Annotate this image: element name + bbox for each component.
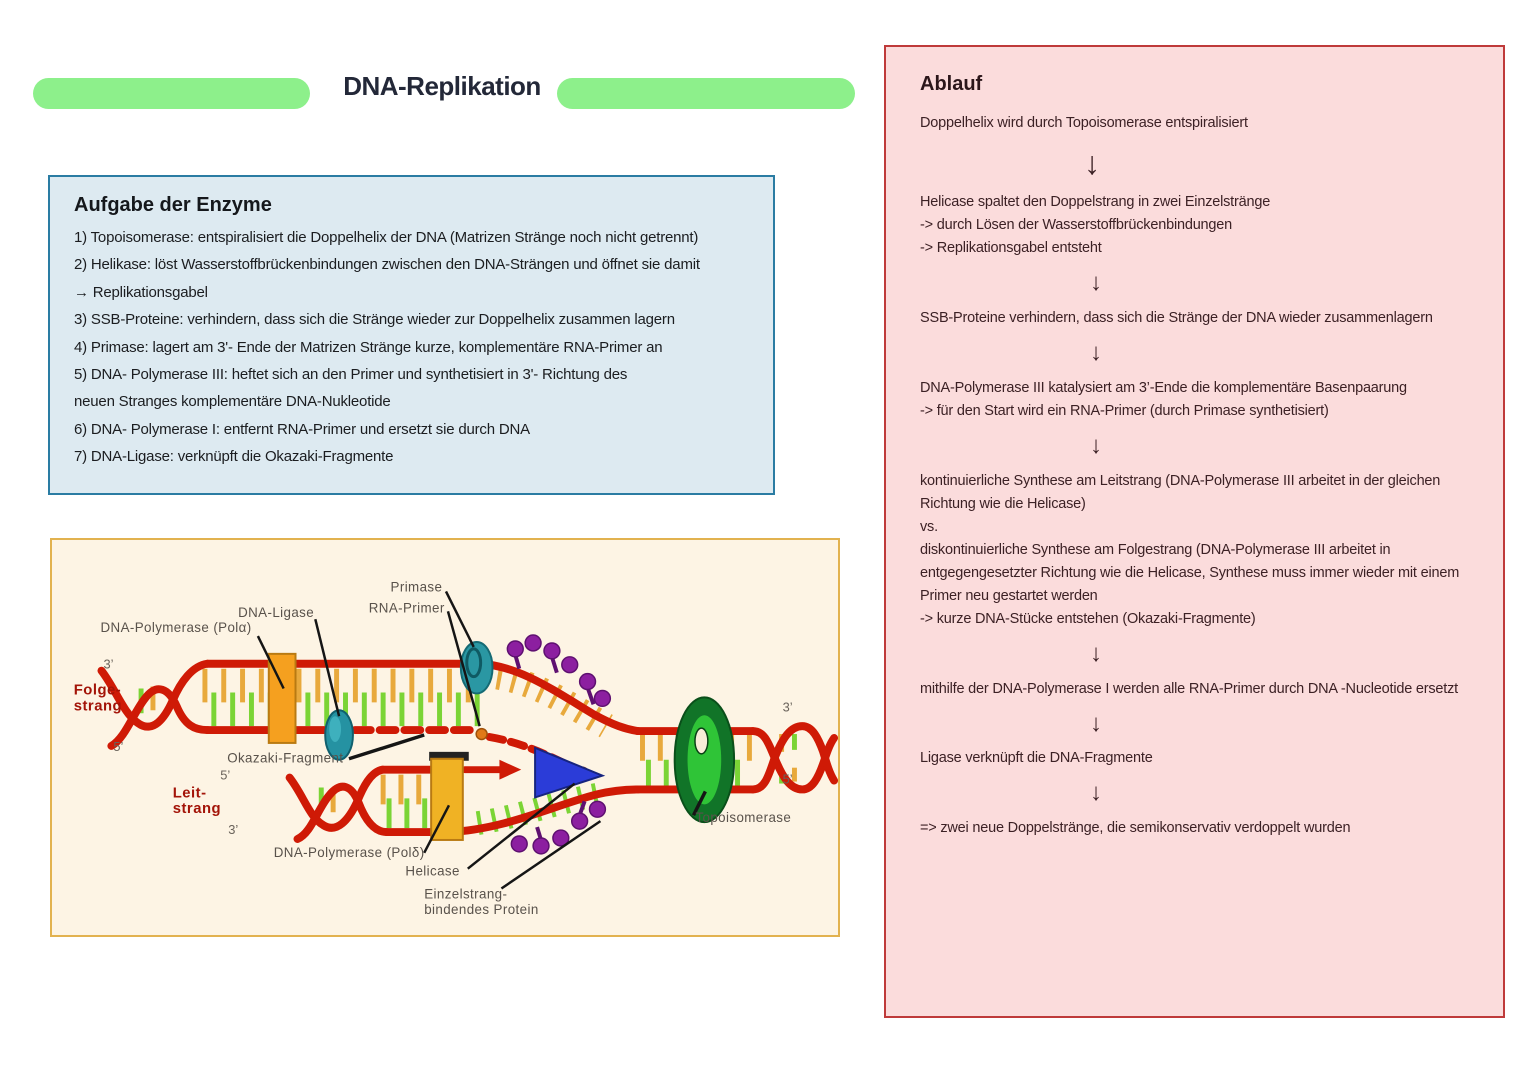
flow-step-5	[920, 470, 1469, 631]
flow-step-line: Helicase spaltet den Doppelstrang in zwei Einzelstränge	[920, 194, 1271, 211]
ablauf-panel	[884, 45, 1505, 1018]
label-3-prime-mid: 3’	[228, 822, 239, 838]
label-polymerase-alpha: DNA-Polymerase (Polα)	[100, 620, 252, 636]
label-5-prime-mid: 5’	[220, 767, 231, 783]
title-pill-right	[557, 78, 855, 109]
label-leitstrang: Leit-	[172, 785, 207, 802]
label-5-prime-left: 5’	[113, 738, 124, 754]
down-arrow-icon: ↓	[1090, 339, 1102, 367]
enzyme-line: 2) Helikase: löst Wasserstoffbrückenbindungen zwischen den DNA-Strängen und öffnet sie damit	[74, 256, 700, 274]
label-folgestrang: Folge-	[73, 682, 122, 699]
flow-step-line: DNA-Polymerase III katalysiert am 3’-Ende die komplementäre Basenpaarung	[920, 379, 1407, 396]
enzyme-line: 6) DNA- Polymerase I: entfernt RNA-Primer und ersetzt sie durch DNA	[74, 420, 530, 438]
label-okazaki: Okazaki-Fragment	[227, 750, 344, 766]
label-5-prime-right: 5’	[782, 771, 793, 787]
down-arrow-icon: ↓	[1090, 779, 1102, 807]
enzyme-tasks-box	[48, 175, 775, 495]
label-rna-primer: RNA-Primer	[368, 600, 445, 616]
enzyme-box-heading: Aufgabe der Enzyme	[74, 194, 272, 216]
flow-step-line: mithilfe der DNA-Polymerase I werden alle RNA-Primer durch DNA -Nucleotide ersetzt	[920, 680, 1459, 697]
label-3-prime-left: 3’	[103, 656, 114, 672]
enzyme-line: 3) SSB-Proteine: verhindern, dass sich die Stränge wieder zur Doppelhelix zusammen lagern	[74, 311, 675, 329]
topoisomerase-shape	[675, 697, 734, 822]
down-arrow-icon: ↓	[1090, 269, 1102, 297]
label-topoisomerase: Topoisomerase	[695, 810, 792, 826]
flow-step-1	[920, 112, 1469, 135]
enzyme-line: neuen Stranges komplementäre DNA-Nukleotide	[74, 393, 391, 411]
dna-ligase-highlight	[329, 716, 341, 742]
flow-step-line: -> kurze DNA-Stücke entstehen (Okazaki-Fragmente)	[920, 610, 1256, 627]
label-helicase: Helicase	[405, 863, 460, 879]
enzyme-line: 5) DNA- Polymerase III: heftet sich an den Primer und synthetisiert in 3'- Richtung des	[74, 366, 628, 384]
replication-diagram	[52, 540, 838, 935]
flow-step-line: -> durch Lösen der Wasserstoffbrückenbindungen	[920, 217, 1233, 234]
flow-step-2	[920, 191, 1469, 260]
flow-step-line: diskontinuierliche Synthese am Folgestrang (DNA-Polymerase III arbeitet in entgegengesetzter Richtung wie die Helicase, Synthese muss immer wieder mit einem Primer neu gestartet werden	[920, 541, 1460, 604]
replication-diagram-box	[50, 538, 840, 937]
flow-step-8	[920, 817, 1469, 840]
flow-step-line: Ligase verknüpft die DNA-Fragmente	[920, 750, 1153, 767]
flow-step-line: -> Replikationsgabel entsteht	[920, 240, 1102, 257]
flow-step-3	[920, 307, 1469, 330]
flow-step-6	[920, 678, 1469, 701]
label-primase: Primase	[390, 579, 443, 595]
flow-step-line: SSB-Proteine verhindern, dass sich die Stränge der DNA wieder zusammenlagern	[920, 310, 1433, 327]
enzyme-line: 4) Primase: lagert am 3'- Ende der Matrizen Stränge kurze, komplementäre RNA-Primer an	[74, 338, 663, 356]
label-ssb-protein: Einzelstrang-	[424, 886, 508, 902]
label-ssb-protein-2: bindendes Protein	[424, 902, 539, 918]
down-arrow-icon: ↓	[1090, 431, 1102, 459]
ablauf-heading: Ablauf	[920, 73, 983, 95]
page-title: DNA-Replikation	[343, 71, 541, 101]
enzyme-line: 7) DNA-Ligase: verknüpft die Okazaki-Fragmente	[74, 448, 394, 466]
flow-step-line: kontinuierliche Synthese am Leitstrang (DNA-Polymerase III arbeitet in der gleichen Richtung wie die Helicase)	[920, 472, 1441, 512]
title-pill-left	[33, 78, 310, 109]
flow-step-line: -> für den Start wird ein RNA-Primer (durch Primase synthetisiert)	[920, 402, 1329, 419]
synthesis-direction-arrow	[499, 760, 521, 780]
enzyme-line: → Replikationsgabel	[74, 283, 208, 301]
primase-shape	[461, 642, 493, 693]
flow-step-line: => zwei neue Doppelstränge, die semikonservativ verdoppelt wurden	[920, 820, 1351, 837]
flow-step-4	[920, 377, 1469, 423]
down-arrow-icon: ↓	[1084, 145, 1100, 181]
label-3-prime-right: 3’	[782, 699, 793, 715]
enzyme-line: 1) Topoisomerase: entspiralisiert die Doppelhelix der DNA (Matrizen Stränge noch nicht getrennt)	[74, 229, 699, 246]
down-arrow-icon: ↓	[1090, 639, 1102, 667]
label-dna-ligase: DNA-Ligase	[238, 605, 315, 621]
flow-step-7	[920, 747, 1469, 770]
label-leitstrang-2: strang	[172, 801, 222, 818]
down-arrow-icon: ↓	[1090, 709, 1102, 737]
flow-step-line: Doppelhelix wird durch Topoisomerase entspiralisiert	[920, 115, 1248, 131]
label-folgestrang-2: strang	[73, 698, 123, 715]
flow-step-line: vs.	[920, 518, 938, 535]
label-polymerase-delta: DNA-Polymerase (Polδ)	[273, 844, 425, 860]
